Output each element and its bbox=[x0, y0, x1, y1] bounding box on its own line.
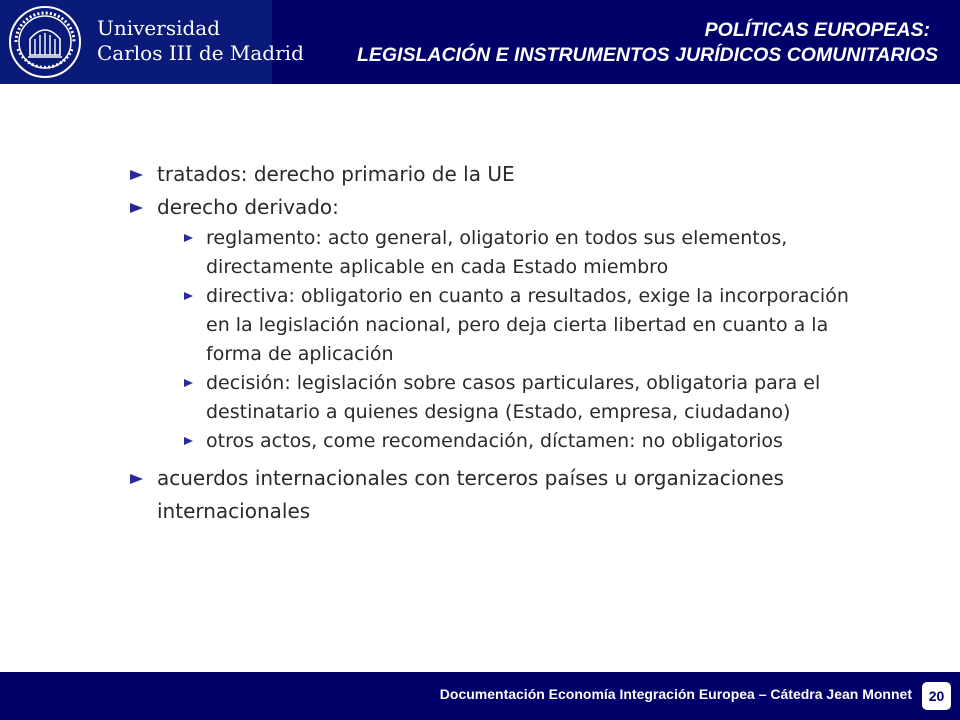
footer-text: Documentación Economía Integración Europea – Cátedra Jean Monnet bbox=[439, 686, 912, 702]
triangle-bullet-icon bbox=[130, 170, 143, 180]
bullet-list bbox=[130, 158, 850, 528]
triangle-bullet-icon bbox=[184, 234, 193, 242]
list-item-text: acuerdos internacionales con terceros países u organizaciones internacionales bbox=[157, 466, 784, 523]
triangle-bullet-icon bbox=[184, 292, 193, 300]
page-number: 20 bbox=[922, 682, 951, 710]
sub-list-item bbox=[184, 369, 850, 427]
triangle-bullet-icon bbox=[184, 379, 193, 387]
list-item bbox=[130, 158, 850, 191]
sub-list-item-text: reglamento: acto general, oligatorio en todos sus elementos, directamente aplicable en cada Estado miembro bbox=[206, 227, 788, 278]
sub-list-item bbox=[184, 427, 850, 456]
slide-title-line2: LEGISLACIÓN E INSTRUMENTOS JURÍDICOS COMUNITARIOS bbox=[356, 44, 938, 66]
sub-list bbox=[130, 224, 850, 456]
sub-list-item-text: directiva: obligatorio en cuanto a resultados, exige la incorporación en la legislación nacional, pero deja cierta libertad en cuanto a la forma de aplicación bbox=[206, 285, 849, 365]
sub-list-item bbox=[184, 282, 850, 369]
list-item bbox=[130, 462, 850, 528]
triangle-bullet-icon bbox=[130, 203, 143, 213]
university-name-line2: Carlos III de Madrid bbox=[97, 41, 304, 65]
sub-list-item-text: otros actos, come recomendación, díctamen: no obligatorios bbox=[206, 430, 783, 452]
sub-list-item-text: decisión: legislación sobre casos particulares, obligatoria para el destinatario a quienes designa (Estado, empresa, ciudadano) bbox=[206, 372, 821, 423]
triangle-bullet-icon bbox=[184, 437, 193, 445]
list-item-text: tratados: derecho primario de la UE bbox=[157, 162, 515, 186]
university-name-line1: Universidad bbox=[97, 16, 221, 40]
university-seal-icon bbox=[8, 5, 82, 79]
list-item bbox=[130, 191, 850, 224]
triangle-bullet-icon bbox=[130, 474, 143, 484]
slide-header bbox=[0, 0, 960, 84]
slide-title bbox=[218, 18, 938, 68]
slide-title-line1: POLÍTICAS EUROPEAS: bbox=[704, 19, 930, 41]
sub-list-item bbox=[184, 224, 850, 282]
list-item-text: derecho derivado: bbox=[157, 195, 339, 219]
slide-footer bbox=[0, 672, 960, 720]
